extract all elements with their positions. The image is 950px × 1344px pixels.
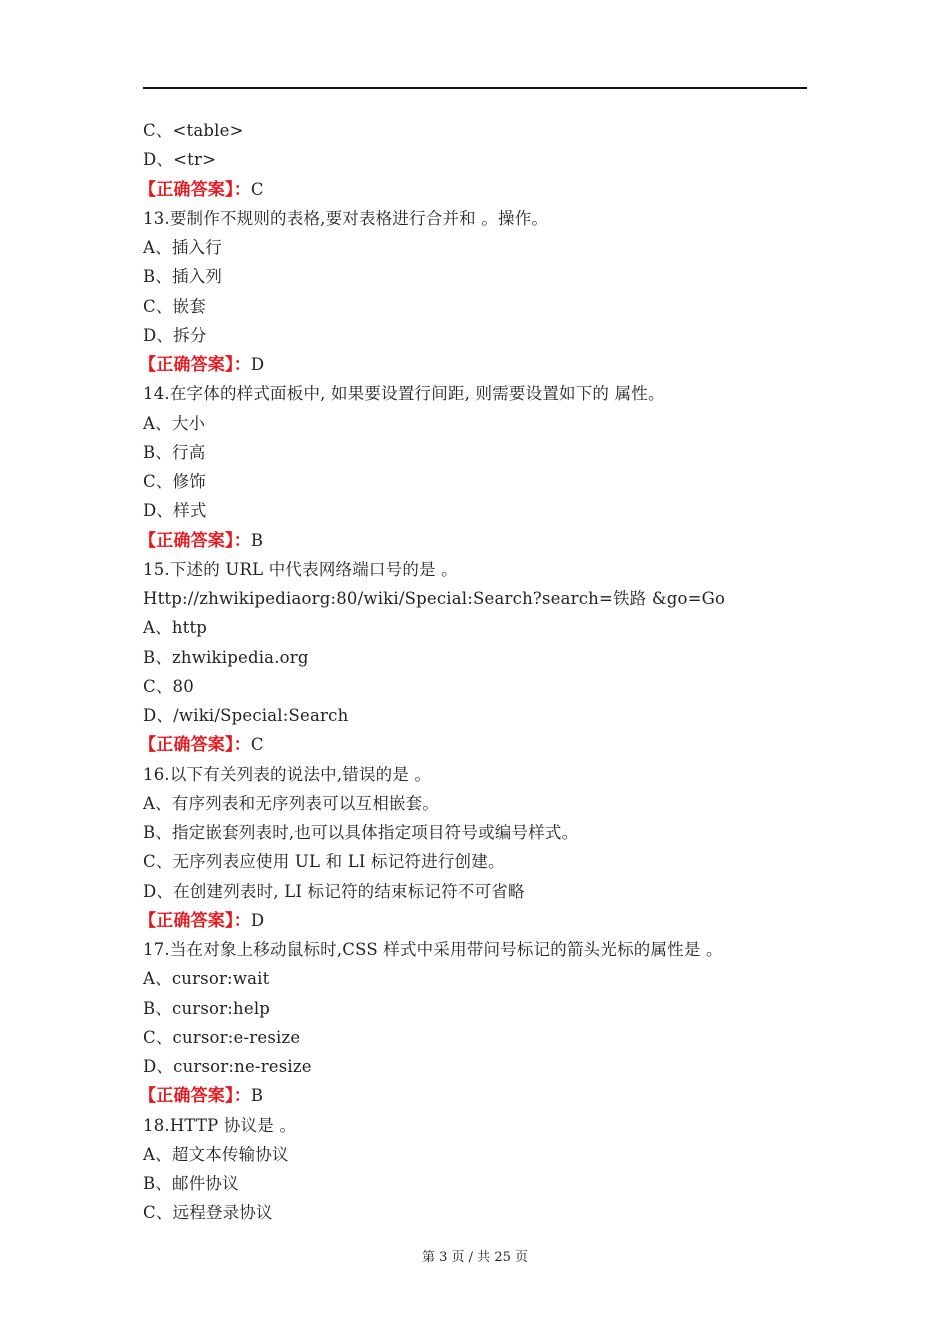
header-rule xyxy=(143,87,807,89)
answer-label: 【正确答案】： xyxy=(139,1086,251,1107)
answer-line xyxy=(139,350,823,379)
answer-value: B xyxy=(250,1086,264,1106)
option-text: B、插入列 xyxy=(143,267,223,287)
page-footer: 第 3 页 / 共 25 页 xyxy=(422,1250,528,1265)
answer-line xyxy=(139,526,823,555)
option-text: C、嵌套 xyxy=(143,296,206,316)
answer-value: C xyxy=(250,179,264,199)
question-text: 17.当在对象上移动鼠标时,CSS 样式中采用带问号标记的箭头光标的属性是 。 xyxy=(143,940,723,959)
option-text: C、cursor:e-resize xyxy=(143,1027,301,1047)
option-text: D、在创建列表时, LI 标记符的结束标记符不可省略 xyxy=(143,881,525,901)
question-text: 16.以下有关列表的说法中,错误的是 。 xyxy=(143,764,432,784)
question-text: 18.HTTP 协议是 。 xyxy=(143,1115,297,1135)
option-text: A、插入行 xyxy=(143,238,222,257)
option-text: A、有序列表和无序列表可以互相嵌套。 xyxy=(143,793,440,813)
option-text: C、无序列表应使用 UL 和 LI 标记符进行创建。 xyxy=(143,852,505,872)
option-text: B、zhwikipedia.org xyxy=(143,647,309,667)
question-text: 13.要制作不规则的表格,要对表格进行合并和 。操作。 xyxy=(143,208,549,228)
option-text: D、拆分 xyxy=(143,325,207,345)
option-text: B、行高 xyxy=(143,442,206,462)
option-text: B、指定嵌套列表时,也可以具体指定项目符号或编号样式。 xyxy=(143,823,579,842)
answer-line xyxy=(139,1081,823,1110)
question-text: Http://zhwikipediaorg:80/wiki/Special:Search?search=铁路 &go=Go xyxy=(143,589,726,608)
option-text: B、cursor:help xyxy=(143,998,271,1018)
option-text: C、<table> xyxy=(143,121,244,140)
answer-value: B xyxy=(250,530,264,550)
answer-label: 【正确答案】： xyxy=(139,355,251,375)
answer-value: C xyxy=(250,735,264,755)
option-text: C、80 xyxy=(143,676,194,696)
answer-label: 【正确答案】： xyxy=(139,179,251,200)
option-text: A、超文本传输协议 xyxy=(143,1144,289,1164)
option-text: D、<tr> xyxy=(143,150,217,170)
option-text: A、cursor:wait xyxy=(143,969,270,989)
option-text: C、远程登录协议 xyxy=(143,1203,273,1223)
answer-value: D xyxy=(250,355,265,374)
answer-label: 【正确答案】： xyxy=(139,910,251,931)
option-text: A、大小 xyxy=(143,413,206,433)
answer-value: D xyxy=(250,910,265,930)
answer-label: 【正确答案】： xyxy=(139,735,251,756)
question-text: 14.在字体的样式面板中, 如果要设置行间距, 则需要设置如下的 属性。 xyxy=(143,384,665,404)
answer-line xyxy=(139,906,823,935)
option-text: A、http xyxy=(143,618,208,638)
option-text: D、/wiki/Special:Search xyxy=(143,706,349,725)
answer-label: 【正确答案】： xyxy=(139,530,251,551)
answer-line xyxy=(139,175,823,204)
option-text: D、cursor:ne-resize xyxy=(143,1057,312,1076)
option-text: C、修饰 xyxy=(143,472,206,491)
question-text: 15.下述的 URL 中代表网络端口号的是 。 xyxy=(143,559,458,579)
option-text: B、邮件协议 xyxy=(143,1174,239,1193)
option-text: D、样式 xyxy=(143,501,207,521)
document-body xyxy=(139,116,823,1228)
answer-line xyxy=(139,730,823,759)
